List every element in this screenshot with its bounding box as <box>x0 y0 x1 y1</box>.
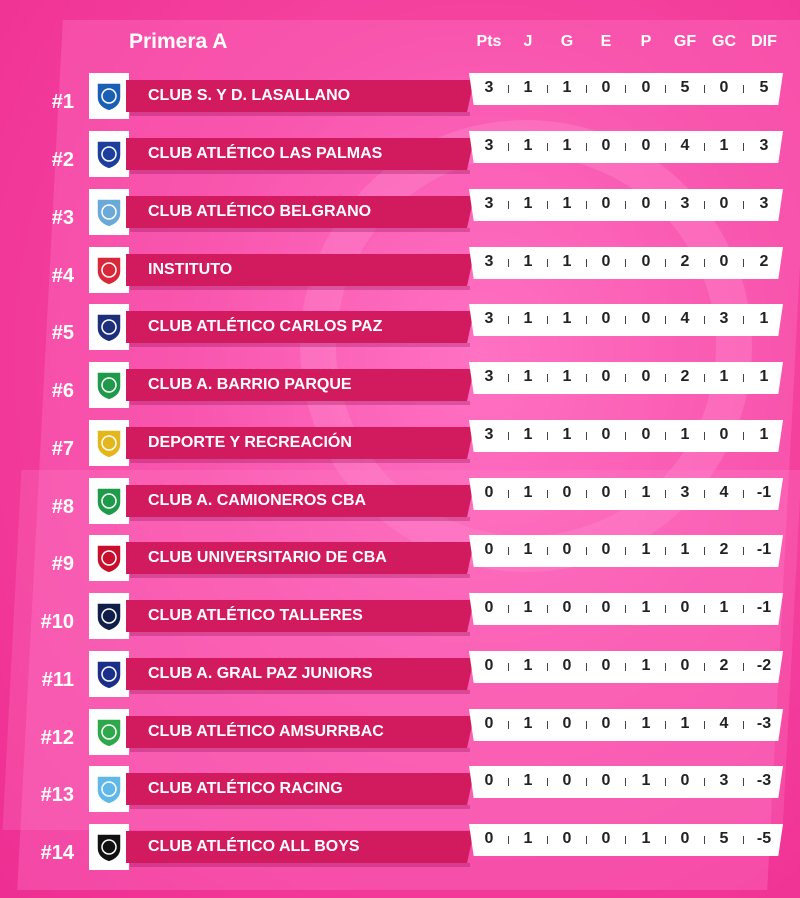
stat-separator <box>665 547 666 555</box>
stat-separator <box>625 316 626 324</box>
stat-p: 0 <box>641 195 651 212</box>
stat-dif: -1 <box>756 541 772 558</box>
stat-g: 0 <box>562 541 572 558</box>
stat-separator <box>547 663 548 671</box>
team-name: CLUB ATLÉTICO AMSURRBAC <box>148 723 384 740</box>
team-crest-icon <box>89 189 129 235</box>
table-row[interactable] <box>0 651 800 709</box>
stat-gf: 3 <box>680 195 690 212</box>
column-header-dif: DIF <box>751 33 777 50</box>
stat-p: 0 <box>641 79 651 96</box>
rank-label: #7 <box>51 438 74 460</box>
stat-separator <box>508 490 509 498</box>
stat-p: 0 <box>641 310 651 327</box>
team-name: CLUB ATLÉTICO BELGRANO <box>148 203 372 220</box>
stat-e: 0 <box>601 541 611 558</box>
stat-pts: 0 <box>484 772 494 789</box>
stat-separator <box>743 201 744 209</box>
stat-separator <box>625 547 626 555</box>
stat-separator <box>586 547 587 555</box>
stat-p: 1 <box>641 484 651 501</box>
stat-separator <box>704 316 705 324</box>
stat-p: 0 <box>641 253 651 270</box>
stat-separator <box>508 201 509 209</box>
stat-dif: -5 <box>756 830 772 847</box>
stat-separator <box>625 721 626 729</box>
stat-e: 0 <box>601 715 611 732</box>
stat-separator <box>704 605 705 613</box>
stat-gf: 4 <box>680 310 690 327</box>
stat-p: 1 <box>641 715 651 732</box>
team-crest-icon <box>89 824 129 870</box>
stat-j: 1 <box>523 715 533 732</box>
stat-separator <box>665 778 666 786</box>
stat-separator <box>547 547 548 555</box>
rank-label: #3 <box>51 207 74 229</box>
stat-gc: 0 <box>719 426 729 443</box>
stat-separator <box>743 316 744 324</box>
team-bar-shadow <box>130 574 470 578</box>
stat-g: 1 <box>562 137 572 154</box>
stat-separator <box>704 721 705 729</box>
team-bar-shadow <box>130 748 470 752</box>
stat-separator <box>665 490 666 498</box>
team-crest-icon <box>89 304 129 350</box>
stat-j: 1 <box>523 830 533 847</box>
stat-separator <box>586 85 587 93</box>
team-name: CLUB A. CAMIONEROS CBA <box>148 492 367 509</box>
stat-g: 1 <box>562 310 572 327</box>
column-header-gc: GC <box>712 33 736 50</box>
stat-pts: 3 <box>484 79 494 96</box>
table-row[interactable] <box>0 189 800 247</box>
stat-separator <box>625 85 626 93</box>
stat-separator <box>586 605 587 613</box>
stat-separator <box>508 259 509 267</box>
stat-dif: 1 <box>759 310 769 327</box>
stat-p: 1 <box>641 772 651 789</box>
stat-separator <box>704 85 705 93</box>
stat-separator <box>665 85 666 93</box>
rank-label: #9 <box>51 553 74 575</box>
team-bar-shadow <box>130 112 470 116</box>
stat-separator <box>665 432 666 440</box>
stat-separator <box>586 721 587 729</box>
stat-separator <box>586 374 587 382</box>
stat-separator <box>547 778 548 786</box>
stat-separator <box>665 201 666 209</box>
column-header-g: G <box>560 33 574 50</box>
team-crest-icon <box>89 651 129 697</box>
stat-gc: 1 <box>719 137 729 154</box>
table-row[interactable] <box>0 478 800 536</box>
stat-pts: 0 <box>484 830 494 847</box>
stat-separator <box>743 663 744 671</box>
stat-separator <box>508 836 509 844</box>
stat-separator <box>665 721 666 729</box>
team-bar-shadow <box>130 401 470 405</box>
stat-e: 0 <box>601 599 611 616</box>
stat-dif: 5 <box>759 79 769 96</box>
stat-e: 0 <box>601 253 611 270</box>
table-row[interactable] <box>0 362 800 420</box>
stat-e: 0 <box>601 772 611 789</box>
stat-e: 0 <box>601 195 611 212</box>
stat-separator <box>547 85 548 93</box>
column-header-p: P <box>640 33 652 50</box>
stat-j: 1 <box>523 541 533 558</box>
stat-gf: 0 <box>680 657 690 674</box>
stat-gc: 2 <box>719 657 729 674</box>
stat-j: 1 <box>523 772 533 789</box>
rank-label: #14 <box>40 842 74 864</box>
stat-separator <box>665 663 666 671</box>
stat-pts: 3 <box>484 426 494 443</box>
stat-separator <box>508 605 509 613</box>
stat-gf: 2 <box>680 253 690 270</box>
stat-g: 1 <box>562 426 572 443</box>
team-crest-icon <box>89 420 129 466</box>
stat-dif: -1 <box>756 599 772 616</box>
stat-gc: 4 <box>719 715 729 732</box>
stat-separator <box>743 778 744 786</box>
team-name: CLUB ATLÉTICO RACING <box>148 780 343 797</box>
rank-label: #10 <box>40 611 74 633</box>
stat-separator <box>547 836 548 844</box>
stat-dif: 3 <box>759 195 769 212</box>
team-name: CLUB ATLÉTICO ALL BOYS <box>148 838 360 855</box>
stat-g: 0 <box>562 830 572 847</box>
team-name: CLUB A. BARRIO PARQUE <box>148 376 352 393</box>
team-name: DEPORTE Y RECREACIÓN <box>148 434 352 451</box>
stat-separator <box>586 663 587 671</box>
stat-separator <box>625 778 626 786</box>
stat-separator <box>508 316 509 324</box>
stat-separator <box>586 490 587 498</box>
stat-gf: 0 <box>680 599 690 616</box>
stat-gf: 0 <box>680 830 690 847</box>
stat-gc: 2 <box>719 541 729 558</box>
stat-pts: 0 <box>484 484 494 501</box>
team-bar-shadow <box>130 690 470 694</box>
rank-label: #4 <box>51 265 74 287</box>
stat-j: 1 <box>523 137 533 154</box>
stat-j: 1 <box>523 79 533 96</box>
stat-separator <box>586 316 587 324</box>
stat-separator <box>743 374 744 382</box>
stat-separator <box>743 605 744 613</box>
stat-separator <box>665 836 666 844</box>
stat-separator <box>508 432 509 440</box>
stat-j: 1 <box>523 310 533 327</box>
stat-gf: 3 <box>680 484 690 501</box>
team-crest-icon <box>89 593 129 639</box>
stat-e: 0 <box>601 426 611 443</box>
stat-separator <box>704 432 705 440</box>
team-crest-icon <box>89 766 129 812</box>
table-row[interactable] <box>0 535 800 593</box>
team-name: CLUB A. GRAL PAZ JUNIORS <box>148 665 373 682</box>
stat-separator <box>547 605 548 613</box>
stat-separator <box>508 721 509 729</box>
stat-separator <box>704 836 705 844</box>
stat-g: 0 <box>562 599 572 616</box>
stat-dif: -2 <box>756 657 772 674</box>
stat-separator <box>743 547 744 555</box>
stat-separator <box>743 259 744 267</box>
table-row[interactable] <box>0 420 800 478</box>
stat-separator <box>547 432 548 440</box>
column-header-j: J <box>523 33 533 50</box>
stat-g: 1 <box>562 195 572 212</box>
stat-j: 1 <box>523 368 533 385</box>
stat-g: 1 <box>562 253 572 270</box>
team-bar-shadow <box>130 228 470 232</box>
stat-dif: 1 <box>759 368 769 385</box>
stat-separator <box>704 201 705 209</box>
stat-dif: 3 <box>759 137 769 154</box>
table-row[interactable] <box>0 247 800 305</box>
stat-dif: -3 <box>756 715 772 732</box>
column-header-gf: GF <box>673 33 697 50</box>
stat-pts: 0 <box>484 657 494 674</box>
stat-gf: 1 <box>680 715 690 732</box>
rank-label: #2 <box>51 149 74 171</box>
stat-separator <box>743 490 744 498</box>
stat-gc: 1 <box>719 599 729 616</box>
stat-p: 0 <box>641 368 651 385</box>
team-name: CLUB ATLÉTICO TALLERES <box>148 607 363 624</box>
table-row[interactable] <box>0 73 800 131</box>
team-crest-icon <box>89 131 129 177</box>
rank-label: #13 <box>40 784 74 806</box>
team-bar-shadow <box>130 286 470 290</box>
stat-gc: 0 <box>719 79 729 96</box>
team-bar-shadow <box>130 170 470 174</box>
team-crest-icon <box>89 478 129 524</box>
stat-gf: 1 <box>680 541 690 558</box>
rank-label: #5 <box>51 322 74 344</box>
stat-p: 1 <box>641 830 651 847</box>
stat-separator <box>743 143 744 151</box>
stat-j: 1 <box>523 253 533 270</box>
team-crest-icon <box>89 362 129 408</box>
stat-separator <box>743 432 744 440</box>
stat-g: 0 <box>562 484 572 501</box>
stat-separator <box>586 143 587 151</box>
stat-separator <box>704 259 705 267</box>
stat-separator <box>625 663 626 671</box>
stat-separator <box>625 374 626 382</box>
stat-p: 1 <box>641 541 651 558</box>
stat-pts: 3 <box>484 310 494 327</box>
stat-separator <box>547 721 548 729</box>
stat-gf: 1 <box>680 426 690 443</box>
stat-gc: 1 <box>719 368 729 385</box>
stat-pts: 3 <box>484 368 494 385</box>
stat-separator <box>704 374 705 382</box>
stat-pts: 0 <box>484 599 494 616</box>
stat-pts: 0 <box>484 541 494 558</box>
stat-e: 0 <box>601 137 611 154</box>
stat-g: 0 <box>562 715 572 732</box>
stat-gc: 3 <box>719 310 729 327</box>
stat-separator <box>547 374 548 382</box>
stat-separator <box>547 490 548 498</box>
team-name: CLUB ATLÉTICO CARLOS PAZ <box>148 318 383 335</box>
column-header-e: E <box>600 33 612 50</box>
stat-separator <box>665 316 666 324</box>
stat-pts: 0 <box>484 715 494 732</box>
stat-separator <box>508 143 509 151</box>
stat-separator <box>704 547 705 555</box>
stat-separator <box>625 143 626 151</box>
team-bar-shadow <box>130 632 470 636</box>
team-name: CLUB UNIVERSITARIO DE CBA <box>148 549 387 566</box>
stat-separator <box>547 259 548 267</box>
stat-separator <box>665 143 666 151</box>
stat-separator <box>586 836 587 844</box>
team-crest-icon <box>89 73 129 119</box>
stat-separator <box>586 432 587 440</box>
stat-separator <box>547 201 548 209</box>
stat-separator <box>625 605 626 613</box>
stat-separator <box>586 259 587 267</box>
stat-separator <box>704 143 705 151</box>
table-title: Primera A <box>129 30 228 53</box>
stat-separator <box>704 490 705 498</box>
team-crest-icon <box>89 535 129 581</box>
stat-j: 1 <box>523 599 533 616</box>
stat-separator <box>665 374 666 382</box>
stat-separator <box>625 201 626 209</box>
stat-j: 1 <box>523 195 533 212</box>
stat-separator <box>508 547 509 555</box>
stat-e: 0 <box>601 830 611 847</box>
stat-separator <box>625 836 626 844</box>
stat-gc: 5 <box>719 830 729 847</box>
rank-label: #1 <box>51 91 74 113</box>
stat-dif: -1 <box>756 484 772 501</box>
table-row[interactable] <box>0 709 800 767</box>
stat-p: 1 <box>641 599 651 616</box>
stat-pts: 3 <box>484 137 494 154</box>
rank-label: #11 <box>41 669 74 691</box>
team-name: INSTITUTO <box>148 261 233 278</box>
team-bar-shadow <box>130 805 470 809</box>
stat-e: 0 <box>601 368 611 385</box>
team-name: CLUB ATLÉTICO LAS PALMAS <box>148 145 383 162</box>
stat-g: 0 <box>562 657 572 674</box>
stat-separator <box>665 605 666 613</box>
stat-separator <box>547 143 548 151</box>
stat-gc: 0 <box>719 253 729 270</box>
stat-p: 1 <box>641 657 651 674</box>
stat-separator <box>625 490 626 498</box>
team-bar-shadow <box>130 863 470 867</box>
stat-e: 0 <box>601 484 611 501</box>
column-header-pts: Pts <box>476 33 502 50</box>
stat-separator <box>508 778 509 786</box>
team-bar-shadow <box>130 517 470 521</box>
table-row[interactable] <box>0 766 800 824</box>
team-bar-shadow <box>130 343 470 347</box>
stat-separator <box>508 374 509 382</box>
stat-separator <box>743 836 744 844</box>
stat-separator <box>665 259 666 267</box>
stat-separator <box>625 259 626 267</box>
stat-p: 0 <box>641 426 651 443</box>
team-crest-icon <box>89 709 129 755</box>
stat-e: 0 <box>601 657 611 674</box>
stat-pts: 3 <box>484 253 494 270</box>
table-row[interactable] <box>0 824 800 882</box>
stat-separator <box>547 316 548 324</box>
stat-gf: 2 <box>680 368 690 385</box>
table-row[interactable] <box>0 593 800 651</box>
stat-separator <box>743 85 744 93</box>
stat-g: 1 <box>562 368 572 385</box>
stat-separator <box>743 721 744 729</box>
stat-gf: 5 <box>680 79 690 96</box>
stat-j: 1 <box>523 657 533 674</box>
stat-j: 1 <box>523 484 533 501</box>
stat-gc: 4 <box>719 484 729 501</box>
stat-gf: 0 <box>680 772 690 789</box>
stat-gf: 4 <box>680 137 690 154</box>
rank-label: #12 <box>40 727 74 749</box>
stat-dif: 2 <box>759 253 769 270</box>
stat-g: 1 <box>562 79 572 96</box>
table-row[interactable] <box>0 304 800 362</box>
stat-separator <box>704 778 705 786</box>
stat-dif: 1 <box>759 426 769 443</box>
rank-label: #8 <box>51 496 74 518</box>
stat-j: 1 <box>523 426 533 443</box>
stat-pts: 3 <box>484 195 494 212</box>
stat-separator <box>625 432 626 440</box>
stat-separator <box>508 85 509 93</box>
stat-gc: 0 <box>719 195 729 212</box>
table-row[interactable] <box>0 131 800 189</box>
stat-e: 0 <box>601 310 611 327</box>
stat-gc: 3 <box>719 772 729 789</box>
team-bar-shadow <box>130 459 470 463</box>
stat-e: 0 <box>601 79 611 96</box>
stat-separator <box>704 663 705 671</box>
stat-separator <box>508 663 509 671</box>
stat-dif: -3 <box>756 772 772 789</box>
stat-separator <box>586 778 587 786</box>
team-name: CLUB S. Y D. LASALLANO <box>148 87 351 104</box>
rank-label: #6 <box>51 380 74 402</box>
team-crest-icon <box>89 247 129 293</box>
stat-separator <box>586 201 587 209</box>
stat-p: 0 <box>641 137 651 154</box>
stat-g: 0 <box>562 772 572 789</box>
